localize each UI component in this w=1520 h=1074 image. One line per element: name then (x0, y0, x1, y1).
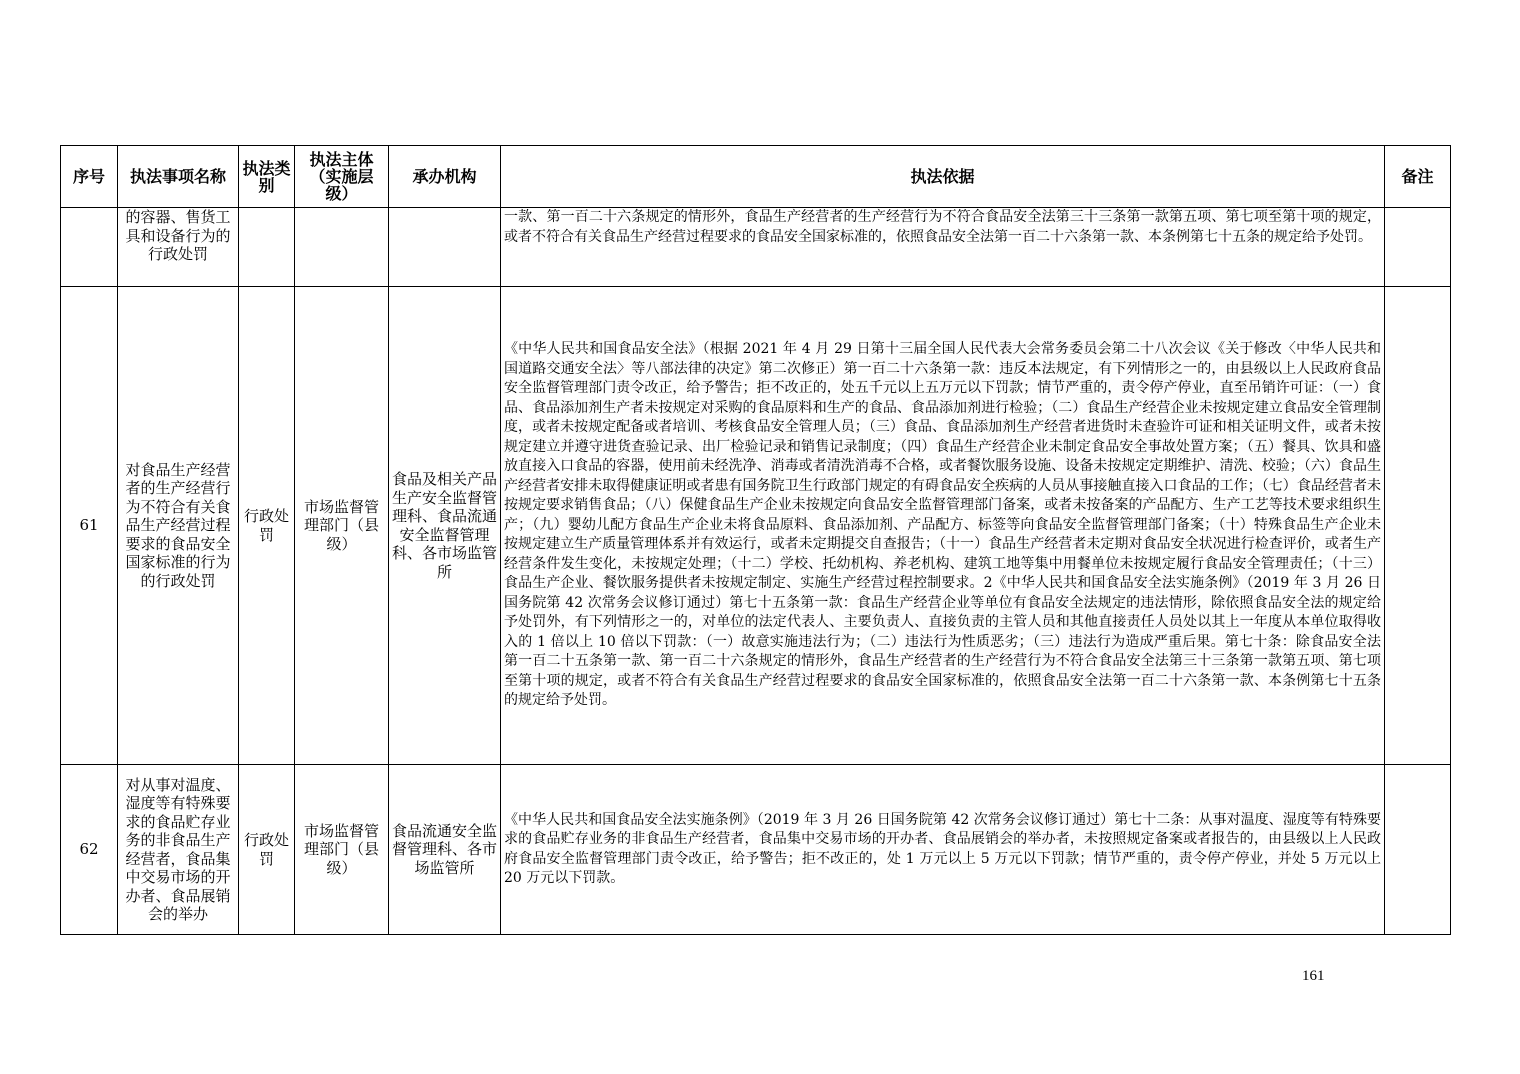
cell-agency (389, 208, 501, 287)
cell-seq (61, 208, 118, 287)
cell-agency: 食品流通安全监督管理科、各市场监管所 (389, 765, 501, 935)
header-remarks: 备注 (1385, 146, 1451, 208)
header-name: 执法事项名称 (118, 146, 239, 208)
header-basis: 执法依据 (501, 146, 1385, 208)
header-agency: 承办机构 (389, 146, 501, 208)
cell-category: 行政处罚 (239, 765, 295, 935)
cell-remarks (1385, 287, 1451, 765)
cell-name: 的容器、售货工具和设备行为的行政处罚 (118, 208, 239, 287)
cell-subject: 市场监督管理部门（县级） (295, 765, 389, 935)
header-row (61, 146, 1451, 208)
cell-name: 对从事对温度、湿度等有特殊要求的食品贮存业务的非食品生产经营者，食品集中交易市场的开办者、食品展销会的举办 (118, 765, 239, 935)
cell-agency: 食品及相关产品生产安全监督管理科、食品流通安全监督管理科、各市场监管所 (389, 287, 501, 765)
enforcement-table (60, 145, 1451, 935)
cell-subject (295, 208, 389, 287)
header-subject: 执法主体（实施层级） (295, 146, 389, 208)
table-row (61, 208, 1451, 287)
header-category: 执法类别 (239, 146, 295, 208)
cell-category: 行政处罚 (239, 287, 295, 765)
cell-seq: 61 (61, 287, 118, 765)
cell-basis: 《中华人民共和国食品安全法》（根据 2021 年 4 月 29 日第十三届全国人民代表大会常务委员会第二十八次会议《关于修改〈中华人民共和国道路交通安全法〉等八部法律的决定》第二次修正）第一百二十六条第一款：违反本法规定，有下列情形之一的，由县级以上人民政府食品安全监督管理部门责令改正，给予警告；拒不改正的，处五千元以上五万元以下罚款；情节严重的，责令停产停业，直至吊销许可证：（一）食品、食品添加剂生产者未按规定对采购的食品原料和生产的食品、食品添加剂进行检验；（二）食品生产经营企业未按规定建立食品安全管理制度，或者未按规定配备或者培训、考核食品安全管理人员；（三）食品、食品添加剂生产经营者进货时未查验许可证和相关证明文件，或者未按规定建立并遵守进货查验记录、出厂检验记录和销售记录制度；（四）食品生产经营企业未制定食品安全事故处置方案；（五）餐具、饮具和盛放直接入口食品的容器，使用前未经洗净、消毒或者清洗消毒不合格，或者餐饮服务设施、设备未按规定定期维护、清洗、校验；（六）食品生产经营者安排未取得健康证明或者患有国务院卫生行政部门规定的有碍食品安全疾病的人员从事接触直接入口食品的工作；（七）食品经营者未按规定要求销售食品；（八）保健食品生产企业未按规定向食品安全监督管理部门备案，或者未按备案的产品配方、生产工艺等技术要求组织生产；（九）婴幼儿配方食品生产企业未将食品原料、食品添加剂、产品配方、标签等向食品安全监督管理部门备案；（十）特殊食品生产企业未按规定建立生产质量管理体系并有效运行，或者未定期提交自查报告；（十一）食品生产经营者未定期对食品安全状况进行检查评价，或者生产经营条件发生变化，未按规定处理；（十二）学校、托幼机构、养老机构、建筑工地等集中用餐单位未按规定履行食品安全管理责任；（十三）食品生产企业、餐饮服务提供者未按规定制定、实施生产经营过程控制要求。2《中华人民共和国食品安全法实施条例》（2019 年 3 月 26 日国务院第 42 次常务会议修订通过）第七十五条第一款：食品生产经营企业等单位有食品安全法规定的违法情形，除依照食品安全法的规定给予处罚外，有下列情形之一的，对单位的法定代表人、主要负责人、直接负责的主管人员和其他直接责任人员处以其上一年度从本单位取得收入的 1 倍以上 10 倍以下罚款：（一）故意实施违法行为；（二）违法行为性质恶劣；（三）违法行为造成严重后果。第七十条：除食品安全法第一百二十五条第一款、第一百二十六条规定的情形外，食品生产经营者的生产经营行为不符合食品安全法第三十三条第一款第五项、第七项至第十项的规定，或者不符合有关食品生产经营过程要求的食品安全国家标准的，依照食品安全法第一百二十六条第一款、本条例第七十五条的规定给予处罚。 (501, 287, 1385, 765)
cell-name: 对食品生产经营者的生产经营行为不符合有关食品生产经营过程要求的食品安全国家标准的行为的行政处罚 (118, 287, 239, 765)
cell-category (239, 208, 295, 287)
cell-basis: 《中华人民共和国食品安全法实施条例》（2019 年 3 月 26 日国务院第 42 次常务会议修订通过）第七十二条：从事对温度、湿度等有特殊要求的食品贮存业务的非食品生产经营者，食品集中交易市场的开办者、食品展销会的举办者，未按照规定备案或者报告的，由县级以上人民政府食品安全监督管理部门责令改正，给予警告；拒不改正的，处 1 万元以上 5 万元以下罚款；情节严重的，责令停产停业，并处 5 万元以上 20 万元以下罚款。 (501, 765, 1385, 935)
cell-subject: 市场监督管理部门（县级） (295, 287, 389, 765)
cell-remarks (1385, 208, 1451, 287)
cell-seq: 62 (61, 765, 118, 935)
table-row (61, 287, 1451, 765)
cell-basis: 一款、第一百二十六条规定的情形外，食品生产经营者的生产经营行为不符合食品安全法第三十三条第一款第五项、第七项至第十项的规定，或者不符合有关食品生产经营过程要求的食品安全国家标准的，依照食品安全法第一百二十六条第一款、本条例第七十五条的规定给予处罚。 (501, 208, 1385, 287)
header-seq: 序号 (61, 146, 118, 208)
table-row (61, 765, 1451, 935)
cell-remarks (1385, 765, 1451, 935)
page-number: 161 (1302, 968, 1325, 984)
